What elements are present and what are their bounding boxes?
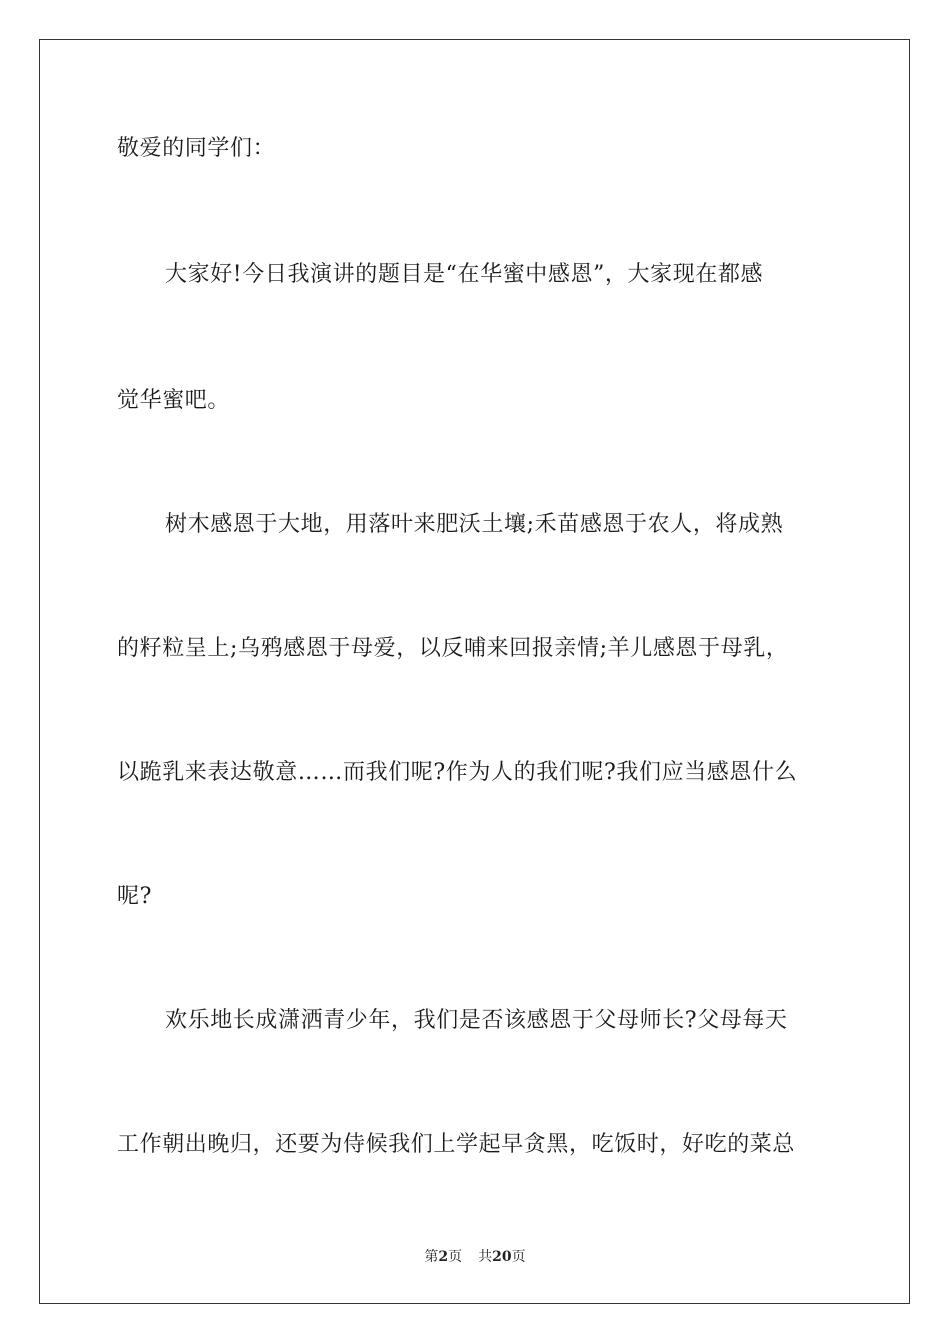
paragraph-2-line-4: 呢? xyxy=(117,884,152,909)
page-frame xyxy=(39,39,910,1304)
total-suffix: 页 xyxy=(511,1249,526,1265)
page-prefix: 第 xyxy=(424,1249,439,1265)
paragraph-3-line-1: 欢乐地长成潇洒青少年，我们是否该感恩于父母师长?父母每天 xyxy=(165,1008,788,1033)
paragraph-1-line-2: 觉华蜜吧。 xyxy=(117,388,231,413)
total-prefix: 共 xyxy=(478,1249,493,1265)
paragraph-3-line-2: 工作朝出晚归，还要为侍候我们上学起早贪黑，吃饭时，好吃的菜总 xyxy=(117,1132,796,1157)
salutation-line: 敬爱的同学们： xyxy=(117,136,276,161)
page-total: 20 xyxy=(492,1249,512,1265)
page-suffix: 页 xyxy=(448,1249,463,1265)
paragraph-2-line-3: 以跪乳来表达敬意……而我们呢?作为人的我们呢?我们应当感恩什么 xyxy=(117,760,798,785)
paragraph-1-line-1: 大家好!今日我演讲的题目是“在华蜜中感恩”，大家现在都感 xyxy=(165,262,764,287)
page-footer xyxy=(0,1248,950,1266)
paragraph-2-line-1: 树木感恩于大地，用落叶来肥沃土壤;禾苗感恩于农人，将成熟 xyxy=(165,512,784,537)
page-current: 2 xyxy=(438,1249,449,1265)
paragraph-2-line-2: 的籽粒呈上;乌鸦感恩于母爱，以反哺来回报亲情;羊儿感恩于母乳， xyxy=(117,636,789,661)
